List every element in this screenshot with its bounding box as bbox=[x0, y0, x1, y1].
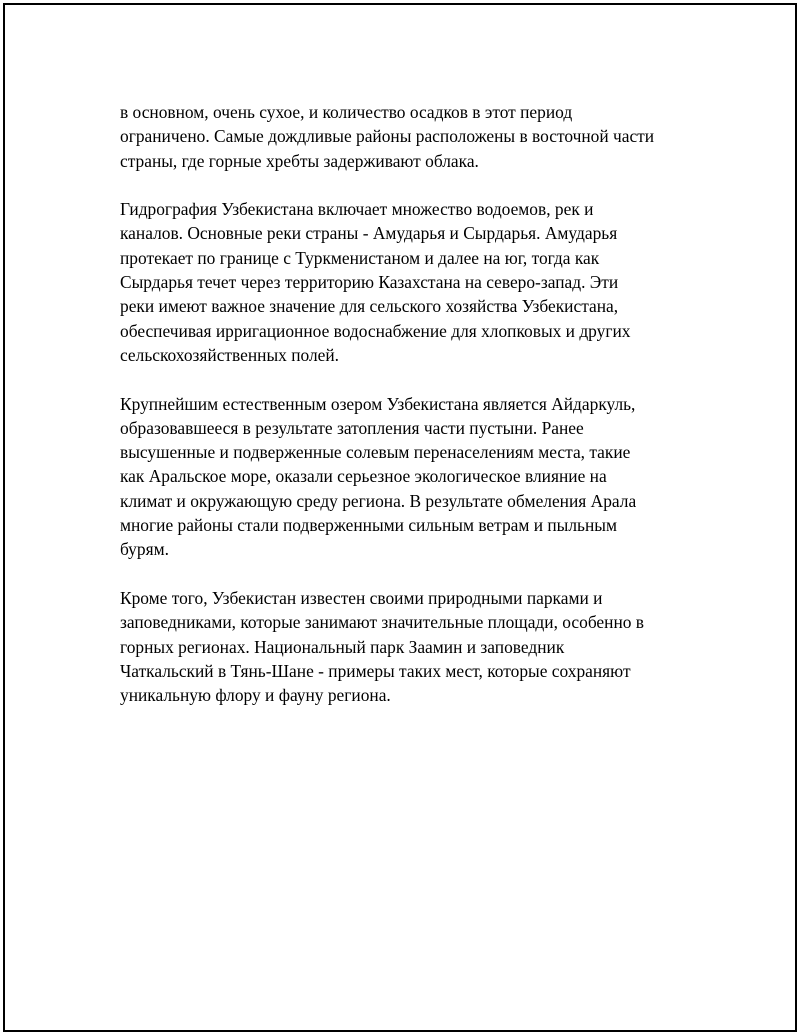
text-line: Крупнейшим естественным озером Узбекистана является Айдаркуль, bbox=[120, 393, 636, 414]
text-line: климат и окружающую среду региона. В результате обмеления Арала bbox=[120, 490, 637, 511]
text-line: бурям. bbox=[120, 539, 169, 560]
text-line: как Аральское море, оказали серьезное экологическое влияние на bbox=[120, 466, 607, 487]
text-line: Кроме того, Узбекистан известен своими природными парками и bbox=[120, 587, 603, 608]
text-line: в основном, очень сухое, и количество осадков в этот период bbox=[120, 102, 573, 122]
paragraph-climate bbox=[120, 100, 700, 173]
text-line: Сырдарья течет через территорию Казахстана на северо-запад. Эти bbox=[120, 272, 619, 293]
text-line: сельскохозяйственных полей. bbox=[120, 344, 340, 365]
paragraph-hydrography bbox=[120, 197, 700, 367]
text-line: ограничено. Самые дождливые районы расположены в восточной части bbox=[120, 126, 655, 147]
text-line: Гидрография Узбекистана включает множество водоемов, рек и bbox=[120, 199, 594, 220]
text-line: реки имеют важное значение для сельского хозяйства Узбекистана, bbox=[120, 296, 619, 317]
document-page bbox=[3, 3, 797, 1032]
text-line: высушенные и подверженные солевым перенаселениям места, такие bbox=[120, 442, 631, 463]
text-line: горных регионах. Национальный парк Заамин и заповедник bbox=[120, 636, 565, 657]
text-line: обеспечивая ирригационное водоснабжение для хлопковых и других bbox=[120, 320, 631, 341]
paragraph-lakes bbox=[120, 392, 700, 562]
text-line: образовавшееся в результате затопления части пустыни. Ранее bbox=[120, 417, 584, 438]
document-body bbox=[120, 100, 700, 732]
text-line: протекает по границе с Туркменистаном и далее на юг, тогда как bbox=[120, 247, 600, 268]
paragraph-parks bbox=[120, 586, 700, 707]
text-line: уникальную флору и фауну региона. bbox=[120, 685, 391, 706]
text-line: каналов. Основные реки страны - Амударья и Сырдарья. Амударья bbox=[120, 223, 618, 244]
text-line: страны, где горные хребты задерживают облака. bbox=[120, 150, 479, 171]
text-line: заповедниками, которые занимают значительные площади, особенно в bbox=[120, 612, 645, 633]
text-line: многие районы стали подверженными сильным ветрам и пыльным bbox=[120, 515, 617, 536]
text-line: Чаткальский в Тянь-Шане - примеры таких мест, которые сохраняют bbox=[120, 660, 631, 681]
